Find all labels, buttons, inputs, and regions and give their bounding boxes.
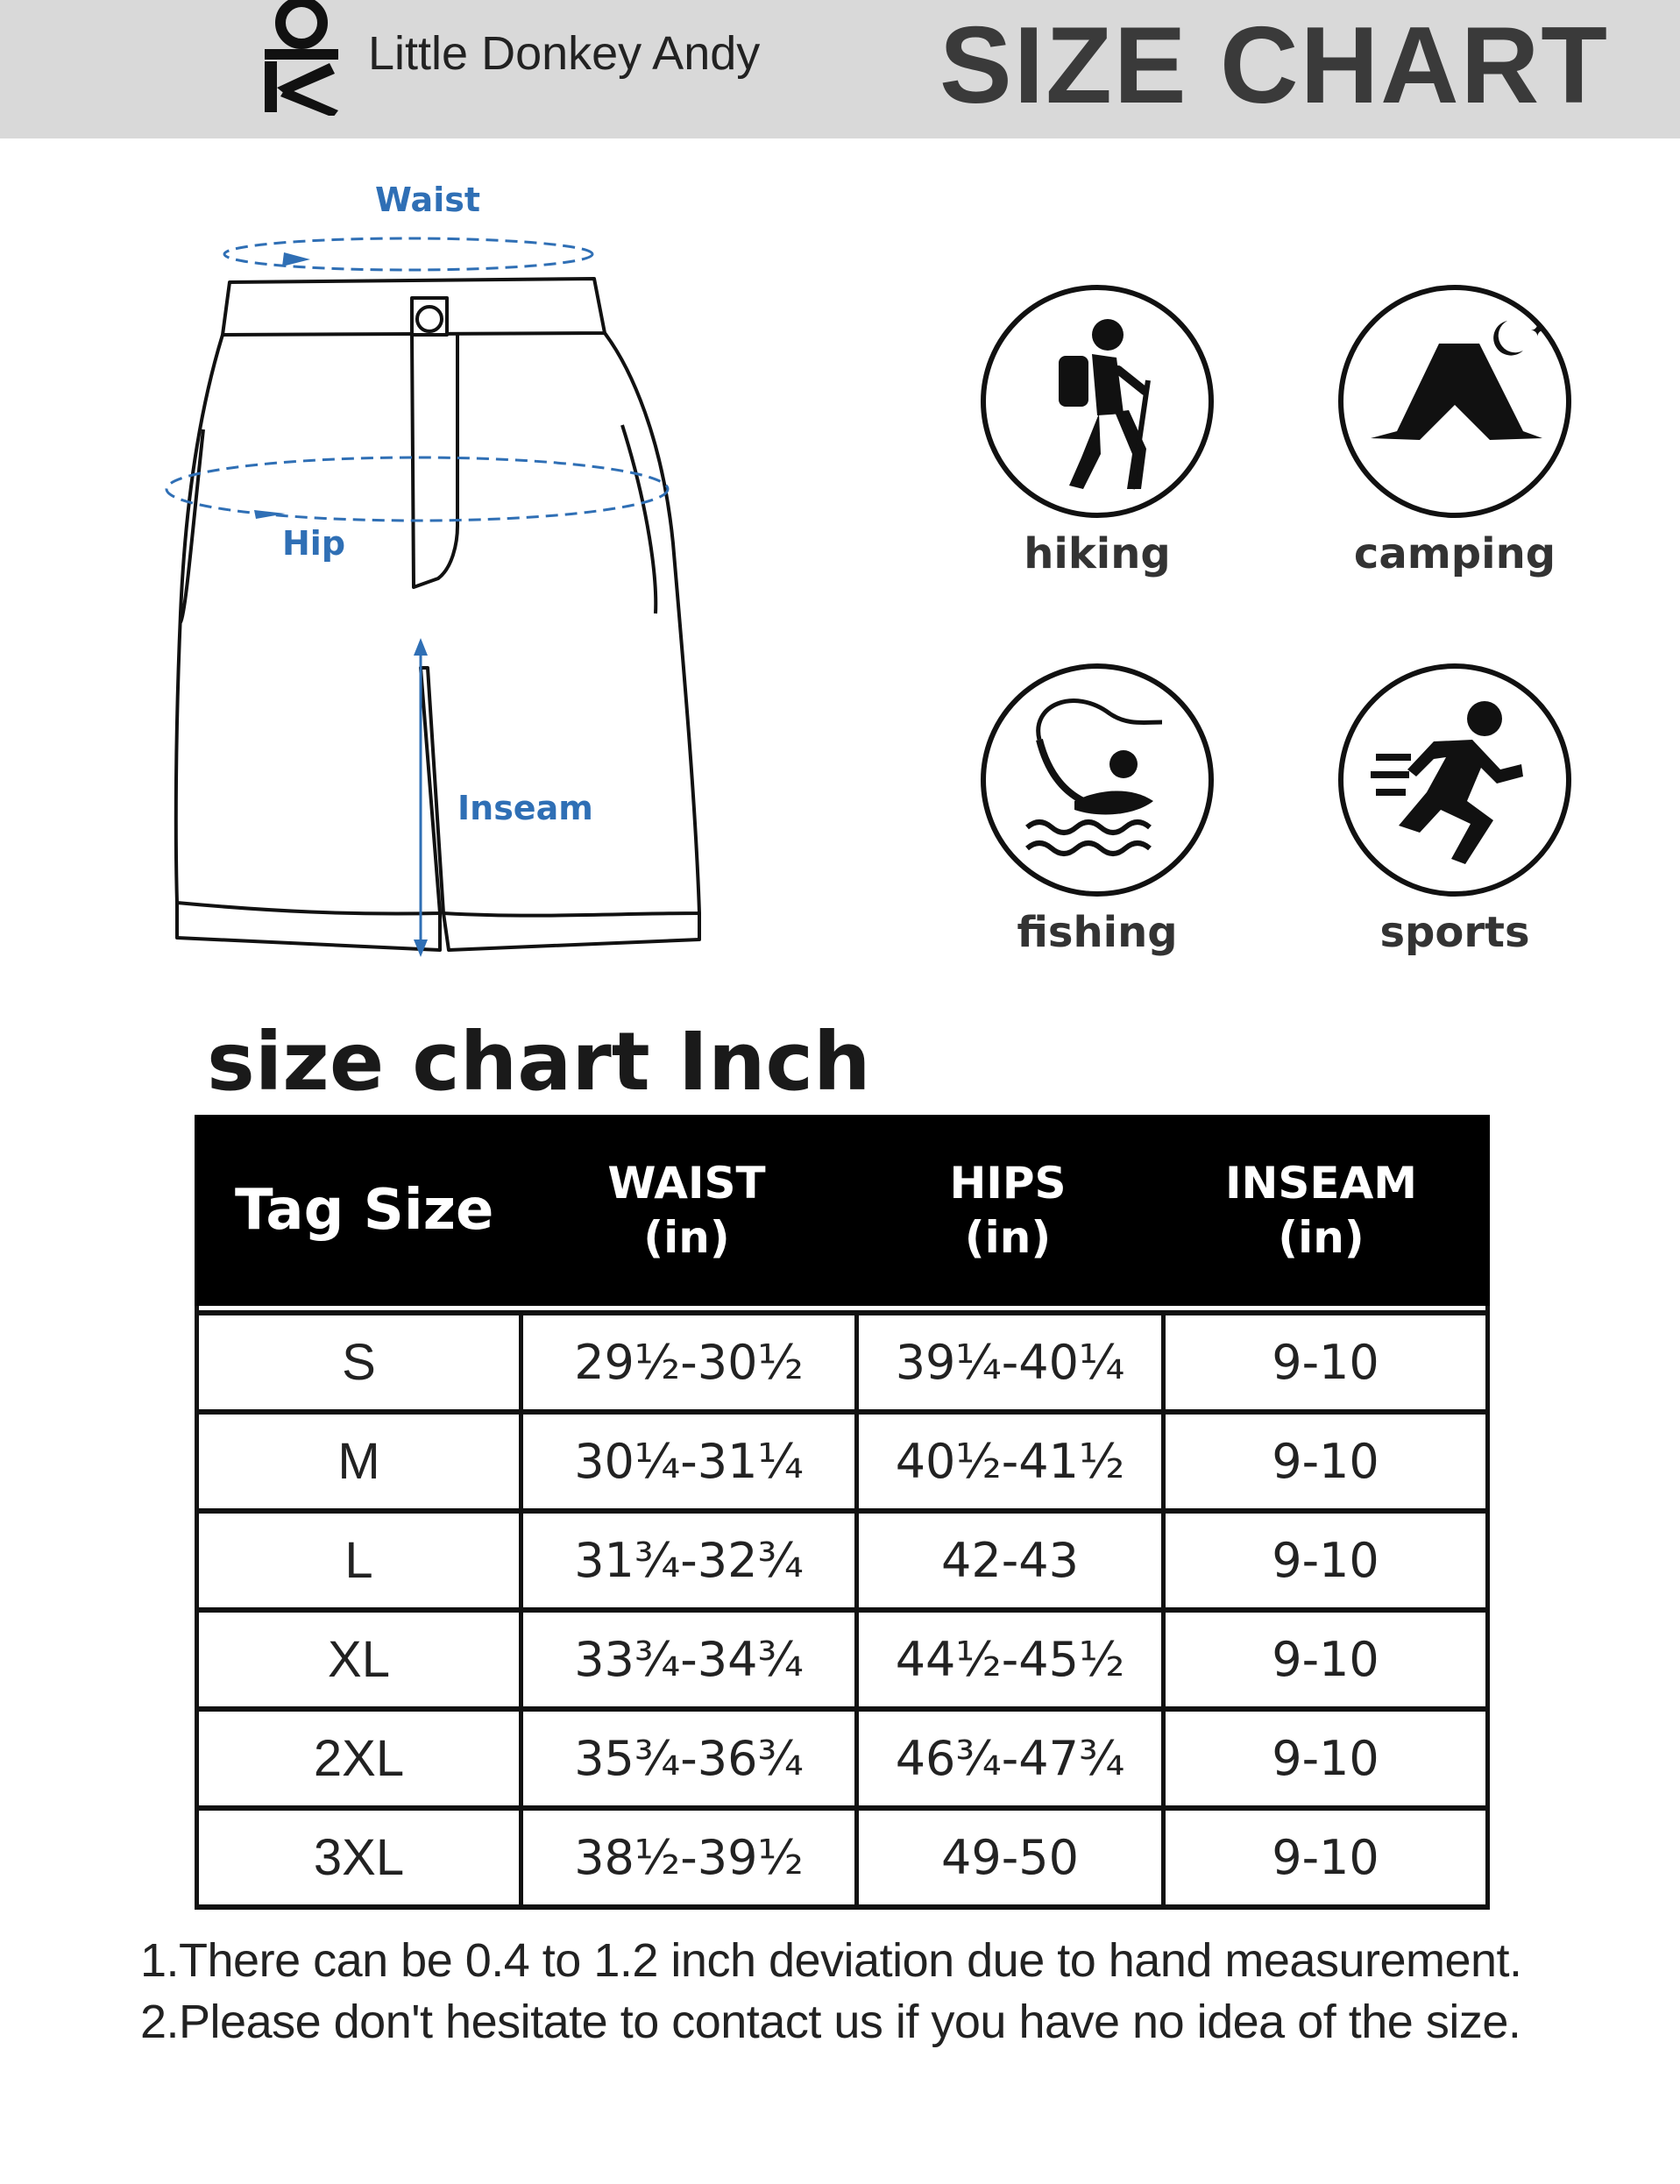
cell-inseam: 9-10 [1272, 1533, 1379, 1588]
cell-hips: 42-43 [859, 1514, 1166, 1607]
note-deviation: 1.There can be 0.4 to 1.2 inch deviation due to hand measurement. [140, 1934, 1522, 1987]
activity-sports [1323, 661, 1586, 957]
table-row [195, 1415, 1490, 1514]
size-chart-title: size chart Inch [207, 1015, 871, 1109]
cell-size: S [199, 1315, 523, 1409]
table-row [195, 1811, 1490, 1910]
shorts-measurement-diagram [131, 175, 701, 964]
header-inseam [1161, 1156, 1481, 1265]
activity-camping [1323, 282, 1586, 578]
header-hips-label: HIPS [949, 1158, 1067, 1209]
cell-inseam: 9-10 [1272, 1632, 1379, 1687]
header-inseam-label: INSEAM [1224, 1158, 1418, 1209]
table-row [195, 1712, 1490, 1811]
cell-hips: 39¼-40¼ [859, 1315, 1166, 1409]
cell-size: XL [199, 1613, 523, 1706]
brand-name: Little Donkey Andy [368, 27, 761, 80]
cell-inseam: 9-10 [1272, 1731, 1379, 1786]
table-row [195, 1315, 1490, 1415]
header-hips [854, 1156, 1161, 1265]
header-bar [0, 0, 1680, 138]
cell-hips: 40½-41½ [859, 1415, 1166, 1508]
cell-inseam: 9-10 [1272, 1434, 1379, 1489]
header-waist-unit: (in) [643, 1212, 730, 1263]
activity-label-camping: camping [1353, 529, 1556, 578]
header-waist [519, 1156, 854, 1265]
tent-icon [1336, 282, 1574, 521]
cell-hips: 49-50 [859, 1811, 1166, 1904]
activity-fishing [966, 661, 1229, 957]
table-row [195, 1613, 1490, 1712]
cell-waist: 38½-39½ [523, 1811, 859, 1904]
header-tag-size: Tag Size [235, 1178, 494, 1243]
hip-measure-line [167, 457, 668, 521]
cell-size: 3XL [199, 1811, 523, 1904]
table-header [195, 1115, 1490, 1306]
hiking-icon [978, 282, 1216, 521]
activity-label-hiking: hiking [1024, 529, 1171, 578]
cell-waist: 29½-30½ [523, 1315, 859, 1409]
cell-size: 2XL [199, 1712, 523, 1805]
cell-waist: 30¼-31¼ [523, 1415, 859, 1508]
cell-waist: 35¾-36¾ [523, 1712, 859, 1805]
page-title: SIZE CHART [939, 5, 1609, 126]
cell-size: L [199, 1514, 523, 1607]
table-row [195, 1514, 1490, 1613]
hip-label: Hip [282, 524, 346, 563]
header-inseam-unit: (in) [1278, 1212, 1365, 1263]
activity-hiking [966, 282, 1229, 578]
note-contact: 2.Please don't hesitate to contact us if you have no idea of the size. [140, 1996, 1521, 2048]
fishing-icon [978, 661, 1216, 899]
table-header-divider [195, 1306, 1490, 1315]
waist-measure-line [224, 238, 592, 270]
activity-label-fishing: fishing [1017, 908, 1178, 957]
cell-waist: 31¾-32¾ [523, 1514, 859, 1607]
cell-waist: 33¾-34¾ [523, 1613, 859, 1706]
header-waist-label: WAIST [607, 1158, 766, 1209]
size-table [195, 1115, 1490, 1910]
waist-label: Waist [375, 181, 481, 219]
donkey-figure-logo-icon [259, 0, 344, 116]
running-icon [1336, 661, 1574, 899]
activity-label-sports: sports [1379, 908, 1530, 957]
cell-inseam: 9-10 [1272, 1830, 1379, 1885]
inseam-label: Inseam [457, 789, 593, 827]
header-hips-unit: (in) [964, 1212, 1052, 1263]
cell-size: M [199, 1415, 523, 1508]
cell-inseam: 9-10 [1272, 1335, 1379, 1390]
svg-text:✦: ✦ [1530, 320, 1545, 341]
cell-hips: 44½-45½ [859, 1613, 1166, 1706]
cell-hips: 46¾-47¾ [859, 1712, 1166, 1805]
